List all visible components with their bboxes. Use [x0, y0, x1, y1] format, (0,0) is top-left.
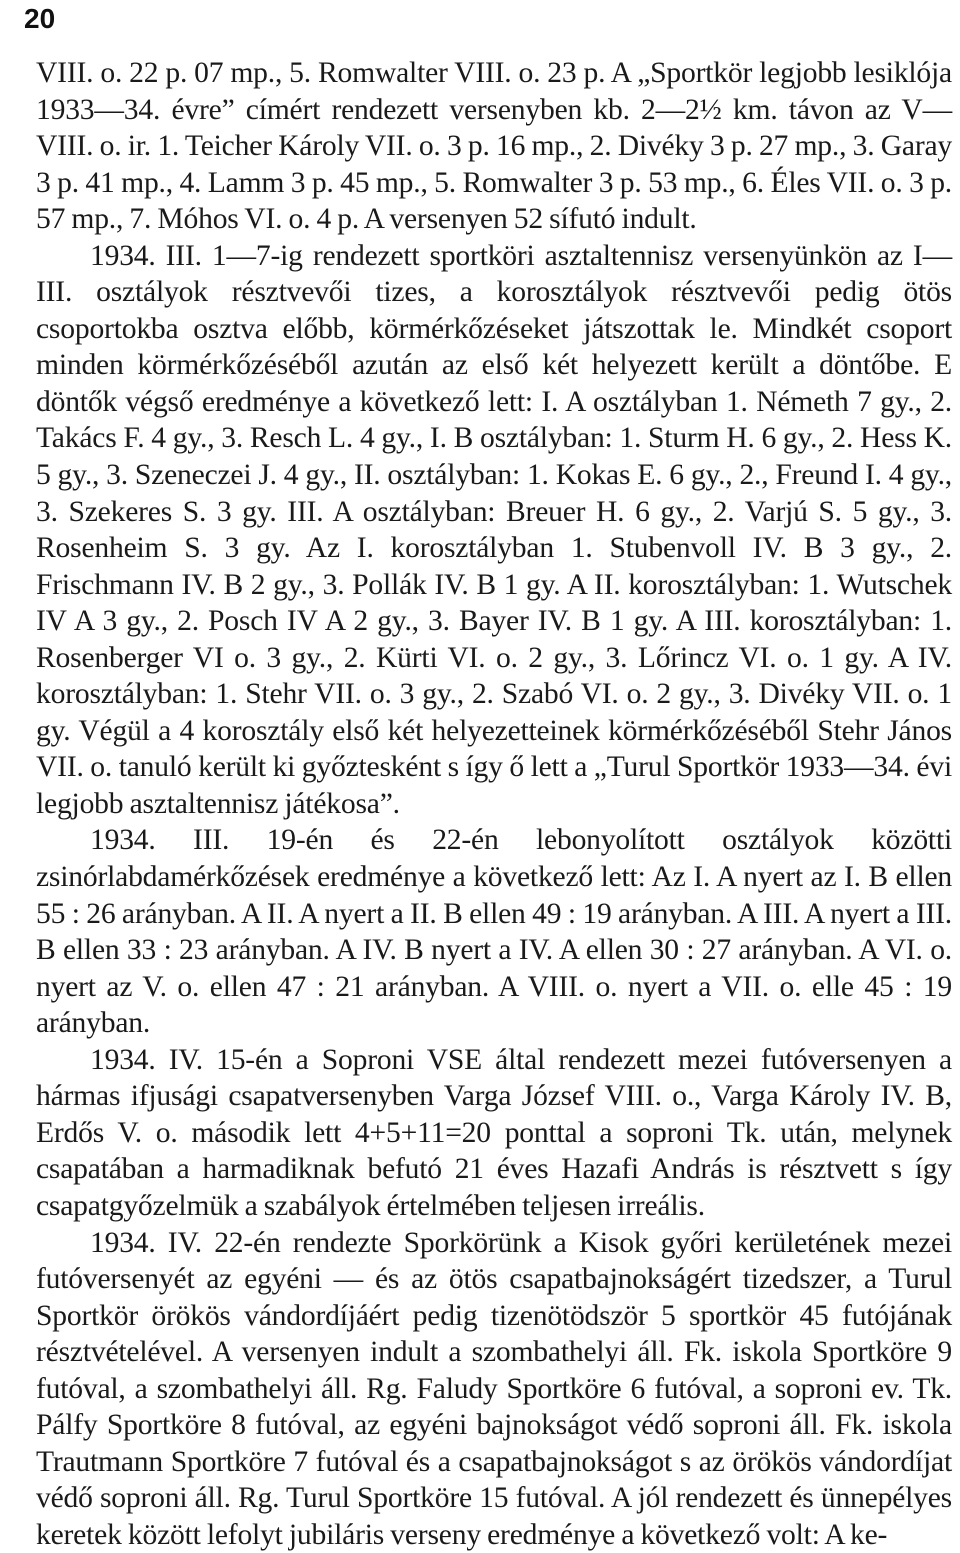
paragraph-jubilee-cross-country: 1934. IV. 22-én rendezte Sporkörünk a Kisok győri kerületének mezei futóversenyét az egyéni — és az ötös csapatbajnokságért tizedszer, a Turul Sportkör örökös vándordíjáért pedig tizenötödször 5 sportkör 45 futójának résztvételével. A versenyen indult a szombathelyi áll. Fk. iskola Sportköre 9 futóval, a szombathelyi áll. Rg. Faludy Sportköre 6 futóval, a soproni ev. Tk. Pálfy Sportköre 8 futóval, az egyéni bajnokságot védő soproni áll. Fk. iskola Trautmann Sportköre 7 futóval és a csapatbajnokságot s az örökös vándordíjat védő soproni áll. Rg. Turul Sportköre 15 futóval. A jól rendezett és ünnepélyes keretek között lefolyt jubiláris verseny eredménye a következő volt: A ke- [36, 1225, 952, 1553]
page-number: 20 [24, 2, 55, 36]
paragraph-sopron-cross-country: 1934. IV. 15-én a Soproni VSE által rendezett mezei futóversenyen a hármas ifjusági csapatversenyben Varga József VIII. o., Varga Károly IV. B, Erdős V. o. második lett 4+5+11=20 ponttal a soproni Tk. után, melynek csapatában a harmadiknak befutó 21 éves Hazafi András is résztvett s így csapatgyőzelmük a szabályok értelmében teljesen irreális. [36, 1042, 952, 1225]
paragraph-table-tennis-tournament: 1934. III. 1—7-ig rendezett sportköri asztaltennisz versenyünkön az I—III. osztályok résztvevői tizes, a korosztályok résztvevői pedig ötös csoportokba osztva előbb, körmérkőzéseket játszottak le. Mindkét csoport minden körmérkőzéséből azután az első két helyezett került a döntőbe. E döntők végső eredménye a következő lett: I. A osztályban 1. Németh 7 gy., 2. Takács F. 4 gy., 3. Resch L. 4 gy., I. B osztályban: 1. Sturm H. 6 gy., 2. Hess K. 5 gy., 3. Szeneczei J. 4 gy., II. osztályban: 1. Kokas E. 6 gy., 2., Freund I. 4 gy., 3. Szekeres S. 3 gy. III. A osztályban: Breuer H. 6 gy., 2. Varjú S. 5 gy., 3. Rosenheim S. 3 gy. Az I. korosztályban 1. Stubenvoll IV. B 3 gy., 2. Frischmann IV. B 2 gy., 3. Pollák IV. B 1 gy. A II. korosztályban: 1. Wutschek IV A 3 gy., 2. Posch IV A 2 gy., 3. Bayer IV. B 1 gy. A III. korosztályban: 1. Rosenberger VI o. 3 gy., 2. Kürti VI. o. 2 gy., 3. Lőrincz VI. o. 1 gy. A IV. korosztályban: 1. Stehr VII. o. 3 gy., 2. Szabó VI. o. 2 gy., 3. Divéky VII. o. 1 gy. Végül a 4 korosztály első két helyezetteinek körmérkőzéséből Stehr János VII. o. tanuló került ki győztesként s így ő lett a „Turul Sportkör 1933—34. évi legjobb asztaltennisz játékosa”. [36, 238, 952, 823]
body-text [36, 55, 952, 1553]
paragraph-ski-race-results: VIII. o. 22 p. 07 mp., 5. Romwalter VIII. o. 23 p. A „Sportkör legjobb lesiklója 1933—34. évre” címért rendezett versenyben kb. 2—2½ km. távon az V—VIII. o. ir. 1. Teicher Károly VII. o. 3 p. 16 mp., 2. Divéky 3 p. 27 mp., 3. Garay 3 p. 41 mp., 4. Lamm 3 p. 45 mp., 5. Romwalter 3 p. 53 mp., 6. Éles VII. o. 3 p. 57 mp., 7. Móhos VI. o. 4 p. A versenyen 52 sífutó indult. [36, 55, 952, 238]
paragraph-cordball-matches: 1934. III. 19-én és 22-én lebonyolított osztályok közötti zsinórlabdamérkőzések eredménye a következő lett: Az I. A nyert az I. B ellen 55 : 26 arányban. A II. A nyert a II. B ellen 49 : 19 arányban. A III. A nyert a III. B ellen 33 : 23 arányban. A IV. B nyert a IV. A ellen 30 : 27 arányban. A VI. o. nyert az V. o. ellen 47 : 21 arányban. A VIII. o. nyert a VII. o. elle 45 : 19 arányban. [36, 822, 952, 1041]
